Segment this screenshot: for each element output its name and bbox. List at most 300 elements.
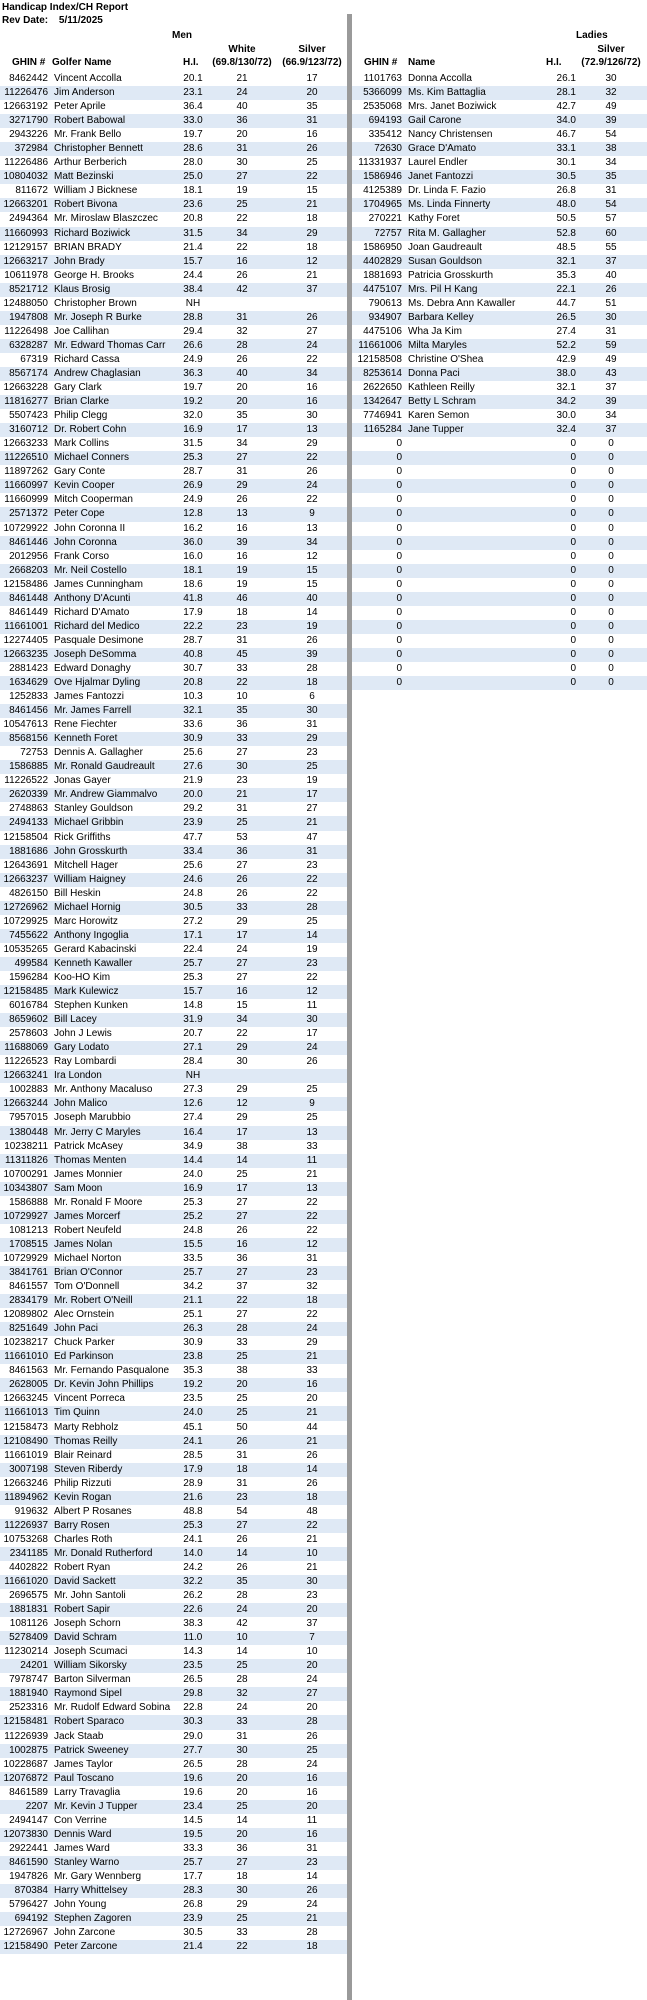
men-white-cell: 32 — [236, 325, 248, 337]
men-hi-cell: 20.7 — [183, 1028, 203, 1040]
men-table-row — [0, 943, 347, 957]
men-ghin-cell: 8567174 — [9, 367, 48, 379]
men-white-cell: 19 — [236, 564, 248, 576]
men-ghin-cell: 1634629 — [9, 677, 48, 689]
ladies-silver-cell: 60 — [605, 227, 617, 239]
men-white-cell: 22 — [236, 1941, 248, 1953]
ladies-ghin-cell: 0 — [396, 592, 402, 604]
men-hi-header: H.I. — [183, 57, 199, 68]
men-silver-cell: 22 — [306, 1210, 318, 1222]
men-ghin-cell: 12158486 — [3, 578, 48, 590]
men-hi-cell: 24.8 — [183, 887, 203, 899]
men-golfer-cell: Stephen Kunken — [54, 1000, 128, 1012]
men-golfer-cell: Mr. Fernando Pasqualone — [54, 1365, 170, 1377]
men-ghin-cell: 2578603 — [9, 1028, 48, 1040]
men-ghin-cell: 11897262 — [4, 466, 48, 478]
men-hi-cell: 17.9 — [183, 1463, 203, 1475]
men-golfer-cell: James Fantozzi — [54, 691, 125, 703]
men-white-cell: 31 — [236, 634, 248, 646]
men-ghin-cell: 12663244 — [3, 1098, 48, 1110]
men-white-cell: 14 — [236, 1154, 248, 1166]
men-silver-cell: 18 — [306, 1295, 318, 1307]
men-white-cell: 53 — [236, 831, 248, 843]
men-table-row — [0, 887, 347, 901]
men-silver-cell: 24 — [306, 480, 318, 492]
men-silver-cell: 26 — [306, 634, 318, 646]
men-ghin-cell: 11226486 — [4, 157, 48, 169]
men-table-row — [0, 1744, 347, 1758]
ladies-table-row — [352, 353, 647, 367]
ladies-ghin-cell: 1881693 — [363, 269, 402, 281]
men-golfer-cell: Klaus Brosig — [54, 283, 111, 295]
ladies-table-row — [352, 550, 647, 564]
men-golfer-cell: Chuck Parker — [54, 1337, 115, 1349]
men-silver-cell: 37 — [306, 283, 318, 295]
men-hi-cell: 29.2 — [183, 803, 203, 815]
men-silver-cell: 13 — [306, 522, 318, 534]
men-ghin-cell: 12663201 — [3, 199, 48, 211]
ladies-silver-cell: 57 — [605, 213, 617, 225]
men-golfer-cell: Tom O'Donnell — [54, 1281, 120, 1293]
men-golfer-cell: John Paci — [54, 1323, 98, 1335]
men-ghin-cell: 1947808 — [9, 311, 48, 323]
men-hi-cell: 12.6 — [183, 1098, 203, 1110]
men-table-row — [0, 1786, 347, 1800]
men-table-row — [0, 1463, 347, 1477]
men-table-row — [0, 957, 347, 971]
men-ghin-cell: 811672 — [15, 185, 48, 197]
men-table-row — [0, 1645, 347, 1659]
men-table-row — [0, 1687, 347, 1701]
ladies-name-cell: Mrs. Janet Boziwick — [408, 101, 497, 113]
men-white-cell: 27 — [236, 747, 248, 759]
ladies-silver-cell: 37 — [605, 424, 617, 436]
ladies-table-row — [352, 114, 647, 128]
men-silver-cell: 31 — [306, 115, 318, 127]
men-silver-cell: 12 — [306, 986, 318, 998]
men-white-cell: 22 — [236, 1295, 248, 1307]
men-hi-cell: 27.7 — [183, 1744, 203, 1756]
men-silver-cell: 34 — [306, 367, 318, 379]
men-silver-cell: 30 — [306, 1576, 318, 1588]
men-ghin-cell: 2620339 — [9, 789, 48, 801]
men-white-cell: 14 — [236, 1814, 248, 1826]
men-white-cell: 16 — [236, 550, 248, 562]
ladies-table-row — [352, 339, 647, 353]
men-ghin-cell: 7957015 — [9, 1112, 48, 1124]
men-silver-cell: 26 — [306, 1449, 318, 1461]
ladies-table-row — [352, 198, 647, 212]
men-golfer-cell: Mr. Edward Thomas Carr — [54, 339, 166, 351]
ladies-table-row — [352, 395, 647, 409]
men-ghin-cell: 11661013 — [4, 1407, 48, 1419]
men-silver-cell: 14 — [306, 1871, 318, 1882]
ladies-ghin-cell: 0 — [396, 536, 402, 548]
men-white-cell: 27 — [236, 1210, 248, 1222]
men-hi-cell: 19.7 — [183, 129, 203, 141]
men-hi-cell: 28.4 — [183, 1056, 203, 1068]
men-ghin-cell: 2571372 — [9, 508, 48, 520]
men-golfer-cell: Barton Silverman — [54, 1674, 131, 1686]
men-white-cell: 20 — [236, 382, 248, 394]
men-ghin-cell: 2628005 — [9, 1379, 48, 1391]
ladies-table-row — [352, 297, 647, 311]
ladies-silver-cell: 35 — [605, 171, 617, 183]
men-ghin-cell: 2207 — [25, 1800, 48, 1812]
men-silver-cell: 16 — [306, 129, 318, 141]
men-table-row — [0, 1715, 347, 1729]
men-golfer-cell: Thomas Menten — [54, 1154, 127, 1166]
ladies-silver-cell: 40 — [605, 269, 617, 281]
men-ghin-cell: 372984 — [14, 143, 48, 155]
men-hi-cell: 38.3 — [183, 1618, 203, 1630]
men-table-row — [0, 746, 347, 760]
men-silver-cell: 29 — [306, 733, 318, 745]
ladies-table-row — [352, 437, 647, 451]
men-white-cell: 21 — [236, 789, 248, 801]
ladies-hi-cell: 22.1 — [556, 283, 576, 295]
men-ghin-cell: 12158481 — [3, 1716, 48, 1728]
men-table-row — [0, 128, 347, 142]
ladies-table-row — [352, 86, 647, 100]
men-golfer-cell: William J Bicknese — [54, 185, 138, 197]
men-ghin-cell: 11660997 — [4, 480, 48, 492]
men-golfer-cell: Patrick McAsey — [54, 1140, 123, 1152]
men-table-row — [0, 1364, 347, 1378]
men-hi-cell: 22.6 — [183, 1604, 203, 1616]
men-golfer-cell: Koo-HO Kim — [54, 972, 111, 983]
men-table-row — [0, 1814, 347, 1828]
men-golfer-cell: Bill Heskin — [54, 887, 101, 899]
men-ghin-cell: 8659602 — [9, 1014, 48, 1026]
men-table-row — [0, 1533, 347, 1547]
ladies-silver-rating: (72.9/126/72) — [581, 57, 641, 68]
men-table-row — [0, 255, 347, 269]
ladies-silver-cell: 30 — [605, 311, 617, 323]
men-table-row — [0, 1421, 347, 1435]
men-table-row — [0, 212, 347, 226]
men-hi-cell: 16.9 — [183, 1182, 203, 1194]
men-hi-cell: 24.6 — [183, 873, 203, 885]
men-silver-cell: 21 — [306, 199, 318, 211]
men-hi-cell: 25.7 — [183, 1266, 203, 1278]
men-hi-cell: 14.3 — [183, 1646, 203, 1658]
ladies-silver-cell: 0 — [608, 480, 614, 492]
men-ghin-cell: 3007198 — [9, 1463, 48, 1475]
men-ghin-cell: 12076872 — [3, 1772, 48, 1784]
men-silver-cell: 22 — [306, 1519, 318, 1531]
men-silver-cell: 20 — [306, 1660, 318, 1672]
men-silver-cell: 24 — [306, 1323, 318, 1335]
ladies-hi-cell: 0 — [570, 466, 576, 478]
men-white-cell: 39 — [236, 536, 248, 548]
men-table-row — [0, 1589, 347, 1603]
men-white-cell: 38 — [236, 1365, 248, 1377]
ladies-silver-cell: 38 — [605, 143, 617, 155]
men-golfer-cell: John Coronna II — [54, 522, 126, 534]
ladies-silver-cell: 54 — [605, 129, 617, 141]
men-hi-cell: 23.4 — [183, 1800, 203, 1812]
men-hi-cell: 21.6 — [183, 1491, 203, 1503]
men-white-cell: 16 — [236, 986, 248, 998]
ladies-ghin-cell: 0 — [396, 677, 402, 689]
men-white-cell: 10 — [236, 1632, 248, 1644]
ladies-table-row — [352, 648, 647, 662]
men-silver-cell: 35 — [306, 101, 318, 113]
men-hi-cell: 17.7 — [183, 1871, 203, 1882]
men-table-row — [0, 1097, 347, 1111]
men-white-cell: 34 — [236, 438, 248, 450]
men-white-cell: 26 — [236, 873, 248, 885]
men-hi-cell: 24.4 — [183, 269, 203, 281]
ladies-silver-cell: 0 — [608, 536, 614, 548]
men-table-row — [0, 732, 347, 746]
men-table-row — [0, 1730, 347, 1744]
men-white-cell: 33 — [236, 901, 248, 913]
men-table-row — [0, 1013, 347, 1027]
men-golfer-cell: James Nolan — [54, 1238, 113, 1250]
men-white-cell: 16 — [236, 1238, 248, 1250]
ladies-ghin-cell: 72630 — [374, 143, 402, 155]
men-golfer-cell: Dr. Robert Cohn — [54, 424, 127, 436]
men-white-cell: 14 — [236, 1646, 248, 1658]
men-table-row — [0, 1055, 347, 1069]
men-silver-cell: 21 — [306, 817, 318, 829]
men-white-cell: 22 — [236, 241, 248, 253]
men-white-cell: 12 — [236, 1098, 248, 1110]
ladies-hi-cell: 0 — [570, 438, 576, 450]
men-golfer-cell: Joseph Marubbio — [54, 1112, 131, 1124]
men-golfer-cell: Marc Horowitz — [54, 915, 118, 927]
men-ghin-cell: 12663245 — [3, 1393, 48, 1405]
ladies-hi-cell: 0 — [570, 592, 576, 604]
men-silver-cell: 16 — [306, 396, 318, 408]
men-ghin-cell: 1252833 — [9, 691, 48, 703]
men-ghin-cell: 499584 — [14, 957, 48, 969]
ladies-silver-cell: 0 — [608, 677, 614, 689]
men-hi-cell: 10.3 — [183, 691, 203, 703]
men-table-row — [0, 1027, 347, 1041]
ladies-silver-cell: 34 — [605, 157, 617, 169]
men-ghin-cell: 11226937 — [4, 1519, 48, 1531]
men-ghin-cell: 11660999 — [4, 494, 48, 506]
men-ghin-cell: 11226476 — [4, 87, 48, 99]
men-white-cell: 24 — [236, 87, 248, 99]
men-hi-cell: 25.7 — [183, 957, 203, 969]
men-table-row — [0, 1378, 347, 1392]
men-white-cell: 20 — [236, 1772, 248, 1784]
ladies-silver-cell: 0 — [608, 550, 614, 562]
men-white-cell: 24 — [236, 1702, 248, 1714]
ladies-silver-cell: 0 — [608, 606, 614, 618]
men-hi-cell: 36.3 — [183, 367, 203, 379]
men-table — [0, 72, 347, 1954]
men-white-cell: 26 — [236, 1561, 248, 1573]
men-golfer-cell: Joseph Schorn — [54, 1618, 121, 1630]
men-silver-cell: 12 — [306, 255, 318, 267]
men-golfer-cell: Michael Conners — [54, 452, 130, 464]
men-white-cell: 26 — [236, 494, 248, 506]
men-ghin-cell: 2834179 — [9, 1295, 48, 1307]
men-silver-cell: 18 — [306, 1491, 318, 1503]
men-table-row — [0, 198, 347, 212]
men-hi-cell: 30.5 — [183, 901, 203, 913]
men-white-cell: 38 — [236, 1140, 248, 1152]
men-ghin-cell: 3271790 — [9, 115, 48, 127]
men-golfer-cell: Mitch Cooperman — [54, 494, 133, 506]
men-ghin-cell: 11661010 — [4, 1351, 48, 1363]
men-golfer-cell: Mr. Rudolf Edward Sobina — [54, 1702, 171, 1714]
men-golfer-cell: Rene Fiechter — [54, 719, 117, 731]
men-silver-cell: 26 — [306, 466, 318, 478]
men-table-row — [0, 873, 347, 887]
men-hi-cell: 38.4 — [183, 283, 203, 295]
ladies-ghin-cell: 0 — [396, 522, 402, 534]
men-golfer-cell: Mr. Miroslaw Blaszczec — [54, 213, 158, 225]
men-hi-cell: 30.9 — [183, 1337, 203, 1349]
men-golfer-cell: Joe Callihan — [54, 325, 110, 337]
men-ghin-cell: 12663192 — [3, 101, 48, 113]
men-hi-cell: 28.7 — [183, 634, 203, 646]
men-golfer-cell: Mr. Robert O'Neill — [54, 1295, 133, 1307]
men-table-row — [0, 1308, 347, 1322]
men-ghin-cell: 2494133 — [9, 817, 48, 829]
men-silver-cell: 22 — [306, 1309, 318, 1321]
men-silver-cell: 28 — [306, 662, 318, 674]
men-silver-cell: 20 — [306, 1702, 318, 1714]
men-table-row — [0, 1266, 347, 1280]
men-silver-cell: 21 — [306, 269, 318, 281]
men-white-cell: 25 — [236, 1393, 248, 1405]
men-ghin-cell: 11816277 — [4, 396, 48, 408]
men-golfer-cell: Philip Clegg — [54, 410, 108, 422]
men-ghin-cell: 12663228 — [3, 382, 48, 394]
men-hi-cell: 11.0 — [183, 1632, 203, 1644]
ladies-ghin-cell: 1586946 — [363, 171, 402, 183]
men-white-cell: 26 — [236, 887, 248, 899]
men-table-row — [0, 845, 347, 859]
men-hi-cell: 32.1 — [183, 705, 203, 717]
men-table-row — [0, 1196, 347, 1210]
men-ghin-cell: 3160712 — [9, 424, 48, 436]
men-hi-cell: 23.8 — [183, 1351, 203, 1363]
men-hi-cell: 14.8 — [183, 1000, 203, 1012]
men-white-cell: 16 — [236, 255, 248, 267]
ladies-silver-cell: 0 — [608, 452, 614, 464]
ladies-silver-cell: 30 — [605, 73, 617, 84]
men-silver-cell: 25 — [306, 1084, 318, 1096]
ladies-ghin-cell: 0 — [396, 550, 402, 562]
ladies-ghin-cell: 72757 — [374, 227, 402, 239]
ladies-ghin-cell: 4475107 — [363, 283, 402, 295]
men-ghin-cell: 1947826 — [9, 1871, 48, 1882]
men-golfer-cell: Stephen Zagoren — [54, 1913, 132, 1925]
ladies-silver-cell: 49 — [605, 353, 617, 365]
men-golfer-cell: Mr. James Farrell — [54, 705, 132, 717]
ladies-silver-cell: 39 — [605, 396, 617, 408]
men-hi-cell: 32.0 — [183, 410, 203, 422]
men-golfer-cell: Richard del Medico — [54, 620, 140, 632]
men-golfer-cell: Mr. Jerry C Maryles — [54, 1126, 141, 1138]
men-golfer-cell: Richard D'Amato — [54, 606, 130, 618]
men-ghin-cell: 870384 — [14, 1885, 48, 1897]
ladies-silver-cell: 51 — [605, 297, 617, 309]
men-white-cell: 31 — [236, 803, 248, 815]
men-golfer-cell: James Cunningham — [54, 578, 143, 590]
men-hi-cell: 27.4 — [183, 1112, 203, 1124]
ladies-ghin-cell: 0 — [396, 648, 402, 660]
men-ghin-cell: 11226510 — [4, 452, 48, 464]
men-golfer-cell: Mitchell Hager — [54, 859, 118, 871]
men-hi-cell: 25.6 — [183, 859, 203, 871]
men-white-cell: 36 — [236, 719, 248, 731]
men-table-row — [0, 1758, 347, 1772]
men-silver-cell: 24 — [306, 1042, 318, 1054]
men-hi-cell: 23.6 — [183, 199, 203, 211]
men-table-row — [0, 325, 347, 339]
men-golfer-cell: Mr. Gary Wennberg — [54, 1871, 142, 1882]
men-golfer-cell: John Young — [54, 1899, 107, 1911]
men-silver-cell: 48 — [306, 1505, 318, 1517]
men-table-row — [0, 465, 347, 479]
men-ghin-cell: 12726967 — [3, 1927, 48, 1939]
men-white-cell: 27 — [236, 957, 248, 969]
ladies-name-cell: Gail Carone — [408, 115, 462, 127]
men-ghin-cell: 694192 — [14, 1913, 48, 1925]
men-golfer-cell: Peter Cope — [54, 508, 105, 520]
men-ghin-cell: 8521712 — [9, 283, 48, 295]
men-silver-cell: 28 — [306, 901, 318, 913]
men-table-row — [0, 690, 347, 704]
men-table-row — [0, 831, 347, 845]
ladies-hi-cell: 0 — [570, 550, 576, 562]
men-ghin-cell: 11230214 — [4, 1646, 48, 1658]
men-hi-cell: 26.5 — [183, 1758, 203, 1770]
men-silver-cell: 13 — [306, 424, 318, 436]
ladies-table-row — [352, 522, 647, 536]
men-table-row — [0, 1280, 347, 1294]
ladies-table-row — [352, 676, 647, 690]
men-hi-cell: 23.9 — [183, 1913, 203, 1925]
ladies-silver-cell: 0 — [608, 494, 614, 506]
men-table-row — [0, 409, 347, 423]
men-golfer-cell: Mr. Ronald Gaudreault — [54, 761, 155, 773]
ladies-ghin-cell: 0 — [396, 508, 402, 520]
men-ghin-cell: 6016784 — [9, 1000, 48, 1012]
men-golfer-cell: Matt Bezinski — [54, 171, 114, 183]
men-hi-cell: 21.4 — [183, 241, 203, 253]
men-golfer-cell: Vincent Accolla — [54, 73, 122, 84]
men-table-row — [0, 634, 347, 648]
men-hi-cell: 24.9 — [183, 494, 203, 506]
men-golfer-cell: Philip Rizzuti — [54, 1477, 112, 1489]
ladies-name-cell: Ms. Kim Battaglia — [408, 87, 486, 99]
ladies-hi-cell: 30.1 — [556, 157, 576, 169]
men-ghin-cell: 12726962 — [3, 901, 48, 913]
men-white-cell: 54 — [236, 1505, 248, 1517]
men-table-row — [0, 606, 347, 620]
men-silver-cell: 17 — [306, 73, 318, 84]
men-hi-cell: 14.4 — [183, 1154, 203, 1166]
men-hi-cell: 22.4 — [183, 943, 203, 955]
men-white-cell: 17 — [236, 1126, 248, 1138]
ladies-ghin-cell: 0 — [396, 606, 402, 618]
men-silver-cell: 24 — [306, 339, 318, 351]
men-hi-cell: 19.6 — [183, 1786, 203, 1798]
ladies-hi-cell: 34.0 — [556, 115, 576, 127]
men-silver-cell: 31 — [306, 1842, 318, 1854]
ladies-table-row — [352, 451, 647, 465]
